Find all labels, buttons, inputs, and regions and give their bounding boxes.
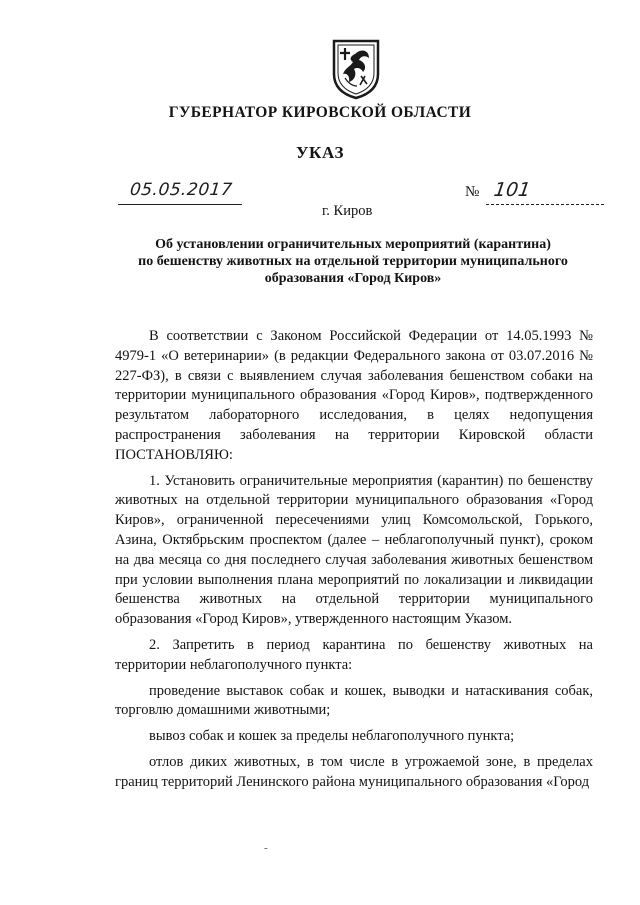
title-line: по бешенству животных на отдельной территории муниципального bbox=[138, 254, 568, 269]
clause-2-item: отлов диких животных, в том числе в угрожаемой зоне, в пределах границ территорий Ленинского района муниципального образования «Город bbox=[115, 753, 593, 790]
document-type: УКАЗ bbox=[295, 143, 345, 162]
document-title bbox=[110, 236, 596, 287]
title-line: Об установлении ограничительных мероприятий (карантина) bbox=[155, 237, 551, 252]
preamble-paragraph: В соответствии с Законом Российской Федерации от 14.05.1993 № 4979-1 «О ветеринарии» (в редакции Федерального закона от 03.07.2016 № 227-ФЗ), в связи с выявлением случая заболевания бешенством собаки на территории муниципального образования «Город Киров», подтвержденного результатом лабораторного исследования, в целях недопущения распространения заболевания на территории Кировской области ПОСТАНОВЛЯЮ: bbox=[115, 328, 593, 463]
scan-mark: - bbox=[264, 842, 268, 854]
title-line: образования «Город Киров» bbox=[264, 271, 442, 286]
document-body bbox=[115, 327, 593, 793]
number-value: 101 bbox=[492, 179, 532, 201]
date-value: 05.05.2017 bbox=[128, 180, 234, 200]
issuing-authority: ГУБЕРНАТОР КИРОВСКОЙ ОБЛАСТИ bbox=[168, 104, 472, 121]
number-field bbox=[486, 179, 604, 205]
coat-of-arms-icon bbox=[331, 38, 381, 100]
clause-2-item: проведение выставок собак и кошек, выводки и натаскивания собак, торговлю домашними животными; bbox=[115, 682, 593, 719]
clause-1-paragraph: 1. Установить ограничительные мероприятия (карантин) по бешенству животных на отдельной территории муниципального образования «Город Киров», ограниченной пересечениями улиц Комсомольской, Горького, Азина, Октябрьским проспектом (далее – неблагополучный пункт), сроком на два месяца со дня последнего случая заболевания животных бешенством при условии выполнения плана мероприятий по локализации и ликвидации бешенства животных на отдельной территории муниципального образования «Город Киров», утвержденного настоящим Указом. bbox=[115, 472, 593, 628]
number-label: № bbox=[465, 184, 480, 200]
clause-2-paragraph: 2. Запретить в период карантина по бешенству животных на территории неблагополучного пункта: bbox=[115, 636, 593, 673]
clause-2-item: вывоз собак и кошек за пределы неблагополучного пункта; bbox=[149, 728, 515, 745]
city: г. Киров bbox=[322, 203, 373, 219]
date-field bbox=[118, 182, 242, 205]
